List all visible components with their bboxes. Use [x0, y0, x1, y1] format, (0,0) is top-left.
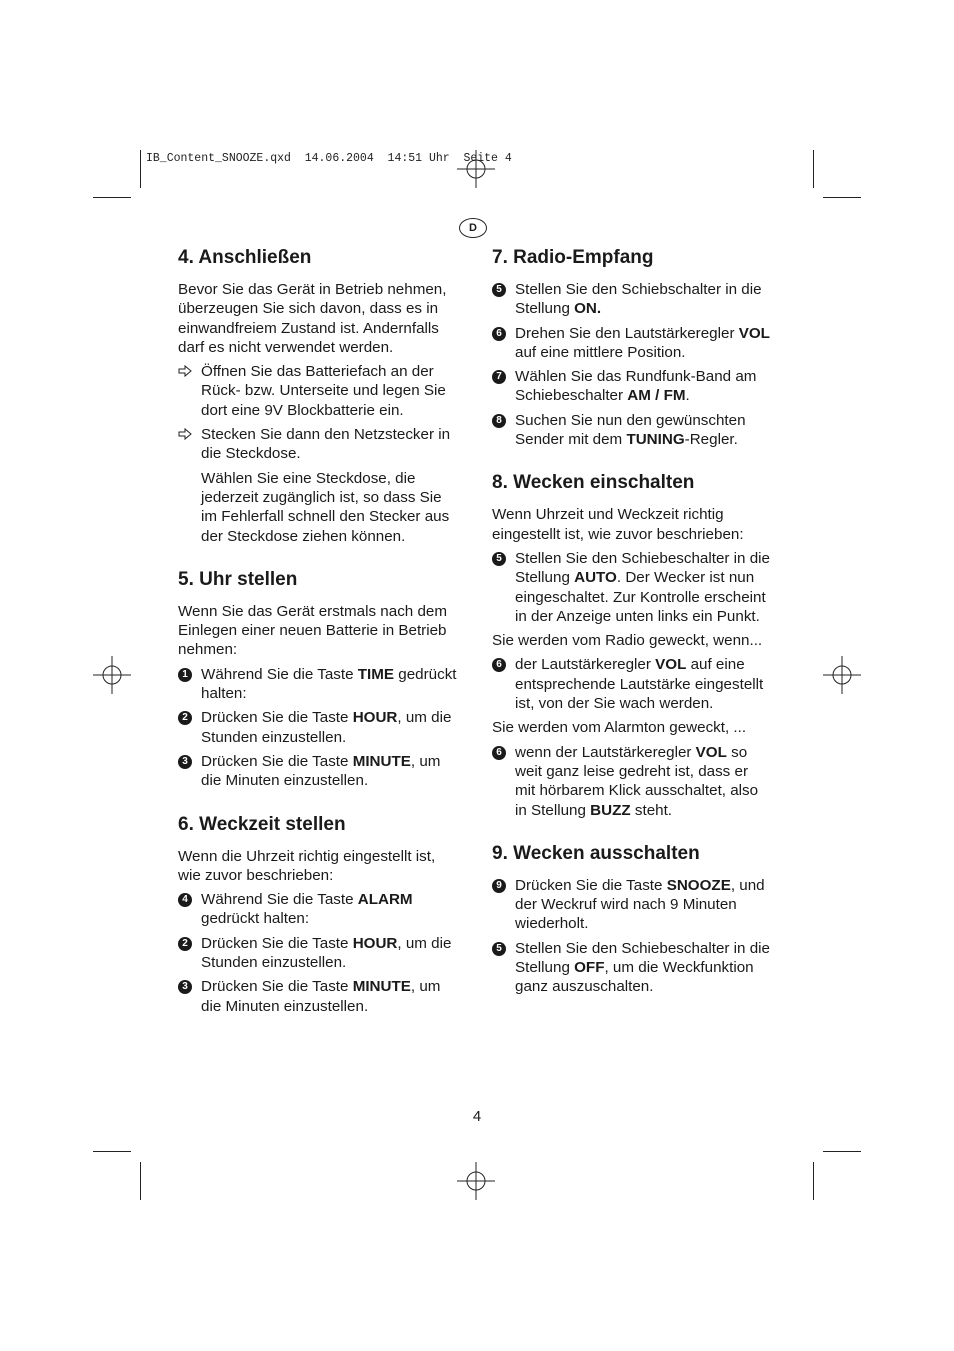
- item-text: , um die Stunden einzustellen.: [201, 934, 452, 972]
- step-number-icon: 8: [492, 414, 506, 428]
- item-keyword: BUZZ: [590, 801, 631, 819]
- section-radio-empfang: [492, 246, 772, 449]
- item-text: Während Sie die Taste: [201, 891, 358, 909]
- list-item: [178, 362, 458, 420]
- item-text: , um die Weckfunktion ganz auszuschalten.: [515, 959, 754, 996]
- item-keyword: VOL: [655, 656, 687, 674]
- note-text: Wählen Sie eine Steckdose, die jederzeit zugänglich ist, so dass Sie im Fehlerfall schnell den Stecker aus der Steckdose ziehen können.: [201, 469, 450, 545]
- item-keyword: MINUTE: [352, 978, 411, 996]
- item-text: , um die Minuten einzustellen.: [201, 978, 441, 1015]
- crop-mark: [93, 1151, 131, 1152]
- item-keyword: ON.: [574, 300, 602, 318]
- intro-text: Wenn Sie das Gerät erstmals nach dem Einlegen einer neuen Batterie in Betrieb nehmen:: [178, 602, 447, 659]
- item-text: Drücken Sie die Taste: [201, 709, 353, 727]
- item-text: -Regler.: [684, 431, 738, 449]
- list-item: [178, 708, 458, 747]
- list-item: [492, 655, 772, 713]
- item-keyword: TIME: [357, 665, 395, 683]
- step-number-icon: 5: [492, 942, 506, 956]
- item-text: gedrückt halten:: [201, 910, 310, 928]
- item-text: der Lautstärkeregler: [515, 656, 656, 674]
- step-number-icon: 6: [492, 327, 506, 341]
- item-text: Drücken Sie die Taste: [201, 978, 353, 996]
- step-number-icon: 5: [492, 283, 506, 297]
- list-item: [178, 890, 458, 929]
- item-keyword: VOL: [738, 324, 770, 342]
- slug-line: IB_Content_SNOOZE.qxd 14.06.2004 14:51 Uhr Seite 4: [146, 152, 512, 165]
- item-text: .: [685, 387, 690, 405]
- page-number: 4: [472, 1108, 482, 1125]
- item-text: Suchen Sie nun den gewünschten Sender mit dem: [515, 411, 746, 449]
- step-number-icon: 2: [178, 711, 192, 725]
- list-item: [492, 743, 772, 820]
- list-item: [492, 876, 772, 934]
- item-text: Drehen Sie den Lautstärkeregler: [515, 324, 739, 342]
- item-text: wenn der Lautstärkeregler: [515, 743, 696, 761]
- list-item: [178, 425, 458, 464]
- item-keyword: TUNING: [626, 431, 685, 449]
- item-text: , und der Weckruf wird nach 9 Minuten wiederholt.: [515, 876, 765, 933]
- item-keyword: AM / FM: [627, 387, 686, 405]
- section-title: 4. Anschließen: [178, 247, 312, 268]
- item-text: Drücken Sie die Taste: [201, 752, 353, 770]
- section-title: 8. Wecken einschalten: [492, 472, 695, 494]
- crop-mark: [140, 150, 141, 188]
- list-item: [178, 752, 458, 791]
- section-anschliessen: [178, 246, 458, 546]
- crop-mark: [813, 150, 814, 188]
- item-text: Drücken Sie die Taste: [515, 876, 667, 894]
- item-keyword: MINUTE: [352, 752, 411, 770]
- item-text: Wählen Sie das Rundfunk-Band am Schiebeschalter: [515, 368, 757, 405]
- list-item: [492, 280, 772, 319]
- item-text: Drücken Sie die Taste: [201, 934, 353, 952]
- list-item: [492, 939, 772, 997]
- intro-text: Bevor Sie das Gerät in Betrieb nehmen, überzeugen Sie sich davon, dass es in einwandfreiem Zustand ist. Andernfalls darf es nicht verwendet werden.: [178, 281, 447, 356]
- list-item: [492, 549, 772, 626]
- crop-mark: [140, 1162, 141, 1200]
- registration-mark-left: [93, 656, 131, 694]
- item-text: steht.: [630, 801, 673, 819]
- crop-mark: [93, 197, 131, 198]
- section-title: 9. Wecken ausschalten: [492, 842, 700, 864]
- alarm-wake-text: Sie werden vom Alarmton geweckt, ...: [492, 719, 747, 737]
- left-column: [178, 246, 458, 1038]
- step-number-icon: 2: [178, 937, 192, 951]
- item-text: Stellen Sie den Schiebschalter in die Stellung: [515, 281, 762, 318]
- crop-mark: [823, 197, 861, 198]
- list-item: [492, 324, 772, 363]
- item-text: . Der Wecker ist nun eingeschaltet. Zur Kontrolle erscheint in der Anzeige unten links ein Punkt.: [515, 569, 766, 625]
- radio-wake-text: Sie werden vom Radio geweckt, wenn...: [492, 632, 763, 650]
- item-text: so weit ganz leise gedreht ist, dass er mit hörbarem Klick ausschaltet, also in Stellung: [515, 743, 759, 819]
- arrow-right-icon: [178, 427, 192, 441]
- crop-mark: [823, 1151, 861, 1152]
- crop-mark: [813, 1162, 814, 1200]
- section-weckzeit-stellen: [178, 813, 458, 1016]
- registration-mark-right: [823, 656, 861, 694]
- item-text: Während Sie die Taste: [201, 665, 358, 683]
- section-uhr-stellen: [178, 568, 458, 791]
- section-title: 7. Radio-Empfang: [492, 247, 654, 268]
- item-text: , um die Minuten einzustellen.: [201, 752, 441, 790]
- item-keyword: HOUR: [352, 934, 398, 952]
- step-number-icon: 7: [492, 370, 506, 384]
- step-number-icon: 3: [178, 980, 192, 994]
- item-keyword: AUTO: [574, 569, 617, 587]
- item-keyword: OFF: [574, 959, 605, 977]
- item-keyword: ALARM: [357, 891, 413, 909]
- arrow-right-icon: [178, 364, 192, 378]
- item-text: Stellen Sie den Schiebeschalter in die Stellung: [515, 549, 770, 587]
- item-text: Stellen Sie den Schiebeschalter in die Stellung: [515, 939, 770, 977]
- section-wecken-ausschalten: [492, 842, 772, 997]
- list-item: [492, 411, 772, 450]
- list-item: [178, 934, 458, 973]
- item-keyword: SNOOZE: [666, 876, 731, 894]
- registration-mark-bottom: [457, 1162, 495, 1200]
- section-title: 5. Uhr stellen: [178, 568, 298, 590]
- step-number-icon: 1: [178, 668, 192, 682]
- step-number-icon: 6: [492, 746, 506, 760]
- section-title: 6. Weckzeit stellen: [178, 813, 346, 835]
- registration-mark-top: [457, 150, 495, 188]
- list-item: [492, 367, 772, 406]
- list-item: [178, 665, 458, 704]
- item-keyword: HOUR: [352, 709, 398, 727]
- item-keyword: VOL: [695, 743, 727, 761]
- list-item: [178, 977, 458, 1016]
- step-number-icon: 5: [492, 552, 506, 566]
- intro-text: Wenn die Uhrzeit richtig eingestellt ist, wie zuvor beschrieben:: [178, 847, 436, 884]
- right-column: [492, 246, 772, 1019]
- language-badge: D: [459, 218, 487, 238]
- intro-text: Wenn Uhrzeit und Weckzeit richtig eingestellt ist, wie zuvor beschrieben:: [492, 506, 744, 543]
- section-wecken-einschalten: [492, 471, 772, 819]
- item-text: , um die Stunden einzustellen.: [201, 709, 452, 746]
- item-text: auf eine mittlere Position.: [515, 343, 686, 361]
- step-number-icon: 6: [492, 658, 506, 672]
- item-text: Öffnen Sie das Batteriefach an der Rück- bzw. Unterseite und legen Sie dort eine 9V Blockbatterie ein.: [201, 363, 446, 419]
- step-number-icon: 4: [178, 893, 192, 907]
- step-number-icon: 3: [178, 755, 192, 769]
- item-text: Stecken Sie dann den Netzstecker in die Steckdose.: [201, 426, 451, 463]
- item-text: gedrückt halten:: [201, 665, 457, 703]
- item-text: auf eine entsprechende Lautstärke eingestellt ist, von der Sie wach werden.: [515, 656, 764, 713]
- step-number-icon: 9: [492, 879, 506, 893]
